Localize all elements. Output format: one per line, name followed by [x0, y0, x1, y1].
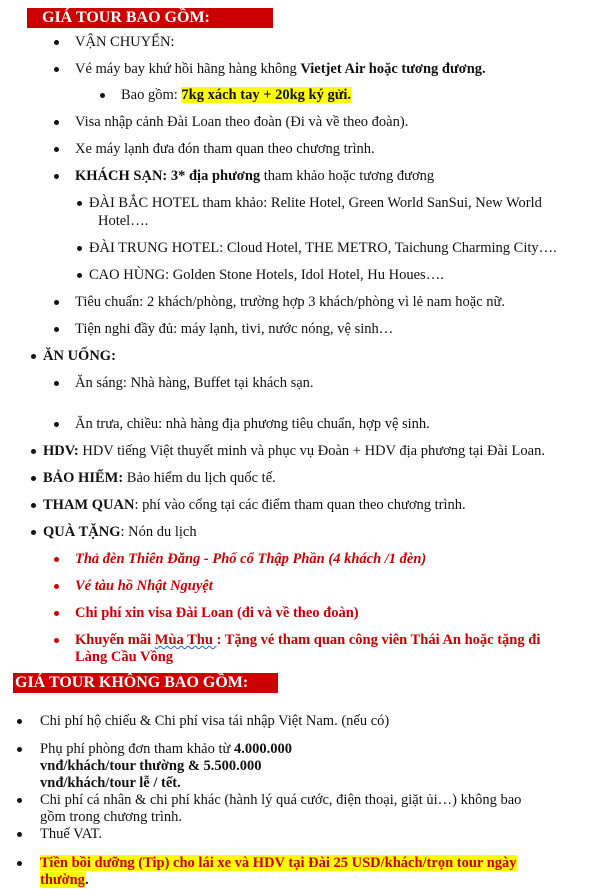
lunch-dinner-item: Ăn trưa, chiều: nhà hàng địa phương tiêu chuẩn, hợp vệ sinh. — [75, 416, 430, 432]
gift-item: QUÀ TẶNG: Nón du lịch — [43, 524, 197, 540]
hotel-taipei: ĐÀI BẮC HOTEL tham khảo: Relite Hotel, Green World SanSui, New World — [89, 195, 542, 211]
gift-lantern-item: Thả đèn Thiên Đăng - Phố cổ Thập Phần (4 khách /1 đèn) — [75, 551, 427, 567]
meals-label: ĂN UỐNG: — [43, 348, 116, 364]
bullet-icon — [54, 40, 59, 45]
bullet-icon — [100, 93, 105, 98]
baggage-highlight: 7kg xách tay + 20kg ký gửi. — [181, 87, 352, 103]
included-section-title: GIÁ TOUR BAO GỒM: — [42, 9, 210, 26]
visa-item: Visa nhập cảnh Đài Loan theo đoàn (Đi và về theo đoàn). — [75, 114, 409, 130]
amenities-item: Tiện nghi đầy đủ: máy lạnh, tivi, nước nóng, vệ sinh… — [75, 321, 394, 337]
hotel-item: KHÁCH SẠN: 3* địa phương tham khảo hoặc tương đương — [75, 168, 435, 184]
baggage-item: Bao gồm: 7kg xách tay + 20kg ký gửi. — [121, 87, 352, 103]
bullet-icon — [31, 449, 36, 454]
bullet-icon — [54, 120, 59, 125]
personal-item-cont: gồm trong chương trình. — [40, 809, 182, 825]
bullet-icon — [54, 381, 59, 386]
excluded-section-header — [13, 673, 278, 693]
excluded-section-title: GIÁ TOUR KHÔNG BAO GỒM: — [15, 674, 249, 691]
passport-item: Chi phí hộ chiếu & Chi phí visa tái nhập Việt Nam. (nếu có) — [40, 713, 390, 729]
single-room-cont: vnđ/khách/tour thường & 5.500.000 — [40, 758, 262, 774]
guide-item: HDV: HDV tiếng Việt thuyết minh và phục vụ Đoàn + HDV địa phương tại Đài Loan. — [43, 443, 545, 459]
bullet-icon — [54, 147, 59, 152]
bullet-icon — [54, 638, 59, 643]
transport-label: VẬN CHUYỂN: — [75, 34, 175, 50]
personal-item: Chi phí cá nhân & chi phí khác (hành lý quá cước, điện thoại, giặt ủi…) không bao — [40, 792, 522, 808]
gift-boat-item: Vé tàu hồ Nhật Nguyệt — [75, 578, 213, 594]
promo-season: Mùa Thu — [154, 632, 217, 648]
hotel-taichung: ĐÀI TRUNG HOTEL: Cloud Hotel, THE METRO, Taichung Charming City…. — [89, 240, 557, 256]
tip-item: Tiền bồi dưỡng (Tip) cho lái xe và HDV tại Đài 25 USD/khách/trọn tour ngày — [40, 855, 517, 871]
bullet-icon — [54, 611, 59, 616]
sightseeing-item: THAM QUAN: phí vào cổng tại các điểm tham quan theo chương trình. — [43, 497, 466, 513]
promo-item: Khuyến mãi Mùa Thu : Tặng vé tham quan công viên Thái An hoặc tặng đi — [75, 632, 541, 648]
bullet-icon — [54, 327, 59, 332]
bullet-icon — [54, 422, 59, 427]
bullet-icon — [54, 584, 59, 589]
gift-visa-item: Chi phí xin visa Đài Loan (đi và về theo đoàn) — [75, 605, 359, 621]
bullet-icon — [77, 273, 82, 278]
hotel-taipei-cont: Hotel…. — [98, 213, 149, 229]
room-standard-item: Tiêu chuẩn: 2 khách/phòng, trường hợp 3 khách/phòng vì lẻ nam hoặc nữ. — [75, 294, 506, 310]
single-room-item: Phụ phí phòng đơn tham khảo từ 4.000.000 — [40, 741, 292, 757]
bullet-icon — [77, 246, 82, 251]
bullet-icon — [17, 798, 22, 803]
bullet-icon — [54, 67, 59, 72]
promo-item-cont: Làng Cầu Vồng — [75, 649, 174, 665]
bus-item: Xe máy lạnh đưa đón tham quan theo chương trình. — [75, 141, 375, 157]
bullet-icon — [31, 476, 36, 481]
tip-item-cont: thường. — [40, 872, 89, 888]
vat-item: Thuế VAT. — [40, 826, 103, 842]
bullet-icon — [17, 861, 22, 866]
single-room-cont-2: vnđ/khách/tour lễ / tết. — [40, 775, 181, 791]
included-section-header — [27, 8, 273, 28]
bullet-icon — [54, 174, 59, 179]
bullet-icon — [54, 300, 59, 305]
bullet-icon — [77, 201, 82, 206]
insurance-item: BẢO HIỂM: Bảo hiểm du lịch quốc tế. — [43, 470, 276, 486]
bullet-icon — [54, 557, 59, 562]
bullet-icon — [17, 747, 22, 752]
bullet-icon — [31, 530, 36, 535]
flight-item: Vé máy bay khứ hồi hãng hàng không Vietjet Air hoặc tương đương. — [75, 61, 486, 77]
bullet-icon — [17, 832, 22, 837]
bullet-icon — [17, 719, 22, 724]
breakfast-item: Ăn sáng: Nhà hàng, Buffet tại khách sạn. — [75, 375, 314, 391]
bullet-icon — [31, 354, 36, 359]
hotel-kaohsiung: CAO HÙNG: Golden Stone Hotels, Idol Hotel, Hu Houes…. — [89, 267, 444, 283]
bullet-icon — [31, 503, 36, 508]
